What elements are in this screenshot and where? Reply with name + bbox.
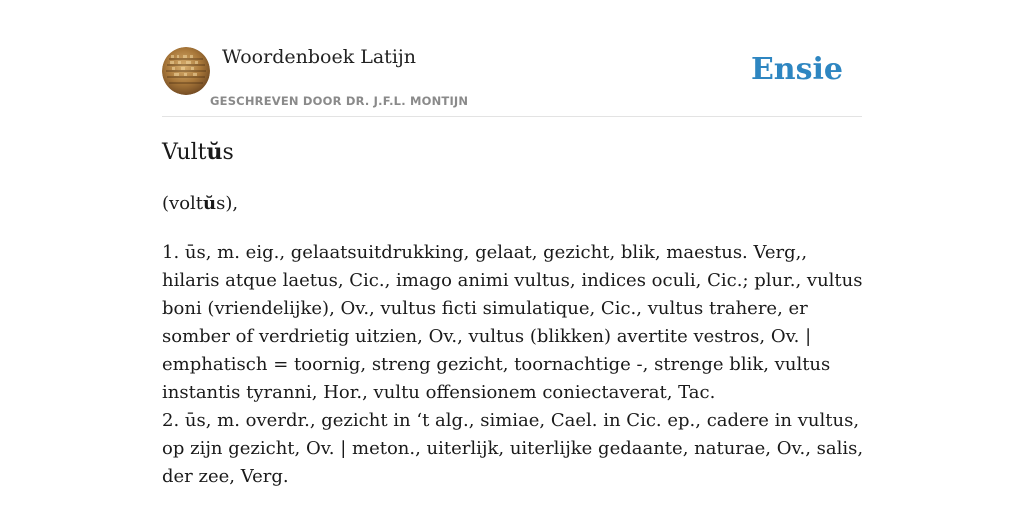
term-suffix: s — [222, 140, 234, 165]
variant-emphasis: ŭ — [203, 193, 217, 214]
book-title-link[interactable]: Woordenboek Latijn — [222, 46, 417, 68]
header — [162, 44, 862, 117]
term-prefix: Vult — [162, 140, 207, 165]
definition-paragraph-2: 2. ūs, m. overdr., gezicht in ‘t alg., simiae, Cael. in Cic. ep., cadere in vultus, op zijn gezicht, Ov. | meton., uiterlijk, uiterlijke gedaante, naturae, Ov., salis, der zee, Verg. — [162, 410, 864, 487]
variant-suffix: s), — [216, 193, 239, 214]
definition-paragraph-1: 1. ūs, m. eig., gelaatsuitdrukking, gelaat, gezicht, blik, maestus. Verg,, hilaris atque laetus, Cic., imago animi vultus, indices oculi, Cic.; plur., vultus boni (vriendelijke), Ov., vultus ficti simulatique, Cic., vultus trahere, er somber of verdrietig uitzien, Ov., vultus (blikken) avertite vestros, Ov. | emphatisch = toornig, streng gezicht, toornachtige -, strenge blik, vultus instantis tyranni, Hor., vultu offensionem coniectaverat, Tac. — [162, 242, 863, 403]
author-byline: GESCHREVEN DOOR DR. J.F.L. MONTIJN — [210, 94, 469, 108]
term-emphasis: ŭ — [206, 139, 223, 165]
variant-prefix: (volt — [162, 193, 204, 214]
entry-definition — [162, 239, 866, 491]
bronze-inscription-logo-icon[interactable] — [162, 47, 210, 95]
entry-term — [162, 139, 234, 165]
entry-variant — [162, 193, 238, 214]
ensie-brand-link[interactable]: Ensie — [750, 52, 843, 87]
